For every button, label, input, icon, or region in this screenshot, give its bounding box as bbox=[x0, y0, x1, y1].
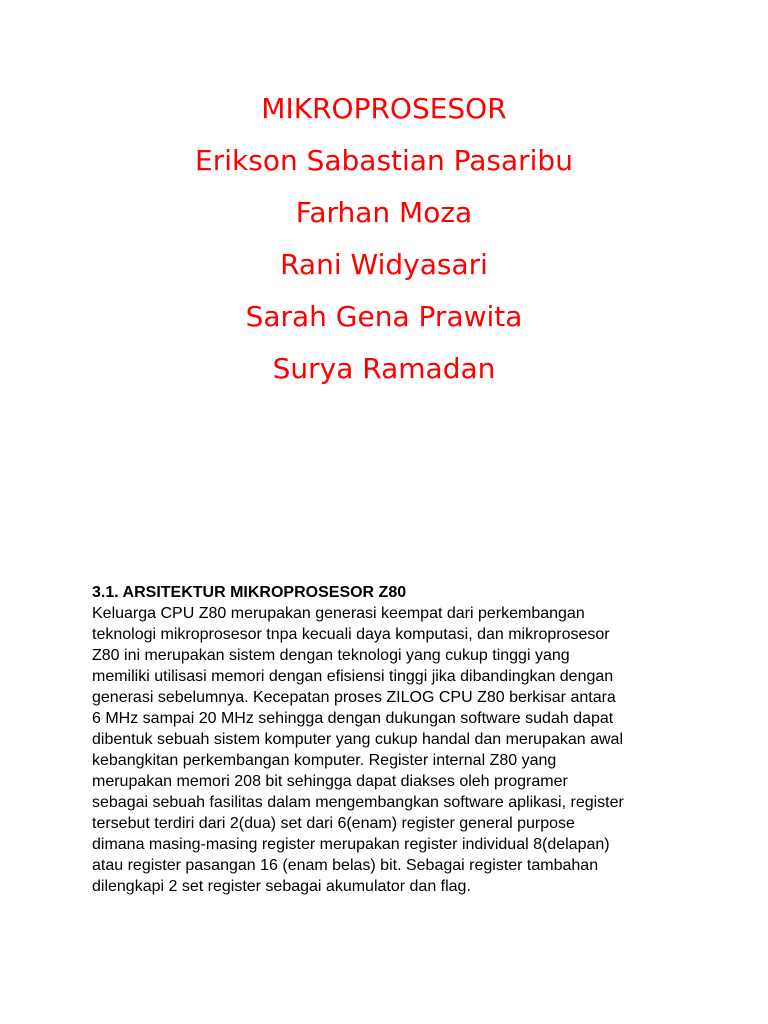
author-name: Surya Ramadan bbox=[272, 352, 496, 385]
body-text-line: sebagai sebuah fasilitas dalam mengembangkan software aplikasi, register bbox=[92, 794, 624, 811]
author-name: Sarah Gena Prawita bbox=[245, 300, 523, 333]
body-text-line: dimana masing-masing register merupakan register individual 8(delapan) bbox=[92, 836, 610, 853]
document-title: MIKROPROSESOR bbox=[261, 92, 507, 125]
author-name: Rani Widyasari bbox=[280, 248, 488, 281]
body-text-line: Z80 ini merupakan sistem dengan teknologi yang cukup tinggi yang bbox=[92, 647, 570, 664]
body-text-line: merupakan memori 208 bit sehingga dapat diakses oleh programer bbox=[92, 773, 568, 790]
body-text-line: generasi sebelumnya. Kecepatan proses ZILOG CPU Z80 berkisar antara bbox=[92, 689, 616, 706]
body-text-line: tersebut terdiri dari 2(dua) set dari 6(enam) register general purpose bbox=[92, 815, 575, 832]
author-name: Farhan Moza bbox=[295, 196, 473, 229]
cover-block bbox=[0, 84, 768, 396]
body-text-line: Keluarga CPU Z80 merupakan generasi keempat dari perkembangan bbox=[92, 605, 585, 622]
body-text-line: teknologi mikroprosesor tnpa kecuali daya komputasi, dan mikroprosesor bbox=[92, 626, 610, 643]
author-name: Erikson Sabastian Pasaribu bbox=[195, 144, 573, 177]
section-heading: 3.1. ARSITEKTUR MIKROPROSESOR Z80 bbox=[92, 584, 407, 601]
body-text-line: dibentuk sebuah sistem komputer yang cukup handal dan merupakan awal bbox=[92, 731, 623, 748]
section-z80-architecture bbox=[92, 582, 692, 897]
body-text-line: dilengkapi 2 set register sebagai akumulator dan flag. bbox=[92, 878, 471, 895]
body-text-line: atau register pasangan 16 (enam belas) bit. Sebagai register tambahan bbox=[92, 857, 599, 874]
body-text-line: memiliki utilisasi memori dengan efisiensi tinggi jika dibandingkan dengan bbox=[92, 668, 614, 685]
body-text-line: 6 MHz sampai 20 MHz sehingga dengan dukungan software sudah dapat bbox=[92, 710, 614, 727]
body-text-line: kebangkitan perkembangan komputer. Register internal Z80 yang bbox=[92, 752, 557, 769]
